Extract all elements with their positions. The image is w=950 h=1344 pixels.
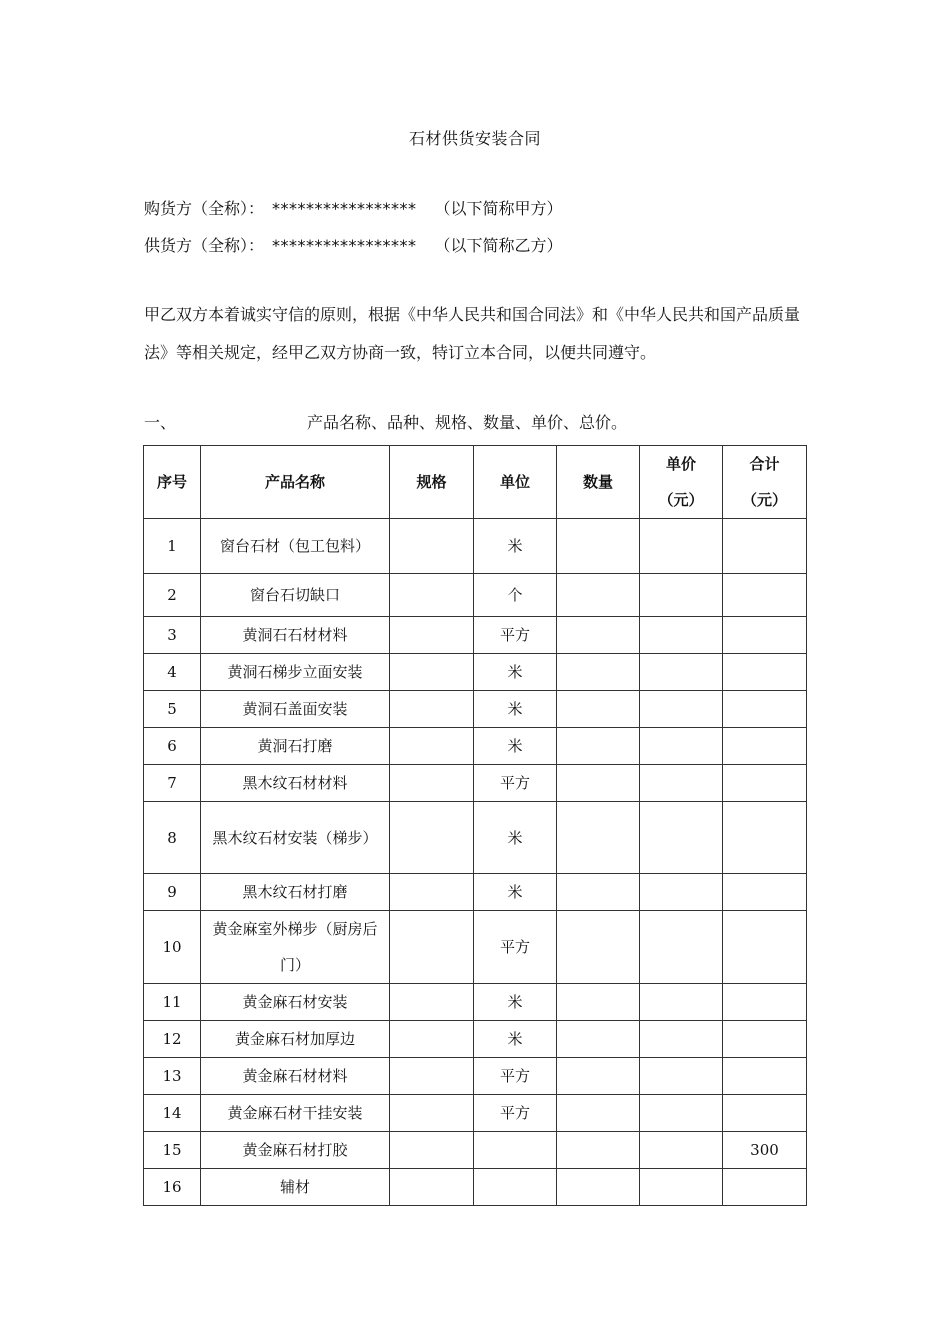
section-heading (144, 410, 628, 433)
cell-qty (557, 1095, 640, 1132)
table-row (144, 691, 807, 728)
cell-price (640, 617, 723, 654)
cell-total (723, 519, 807, 574)
cell-total (723, 874, 807, 911)
cell-total (723, 1058, 807, 1095)
cell-spec (390, 728, 474, 765)
cell-unit (474, 1132, 557, 1169)
cell-qty (557, 1058, 640, 1095)
header-price-label: 单价 (665, 455, 696, 473)
cell-name: 窗台石切缺口 (201, 574, 390, 617)
cell-price (640, 765, 723, 802)
cell-seq: 1 (144, 519, 201, 574)
cell-total (723, 654, 807, 691)
cell-price (640, 691, 723, 728)
cell-qty (557, 1021, 640, 1058)
cell-spec (390, 874, 474, 911)
cell-spec (390, 617, 474, 654)
cell-unit: 平方 (474, 617, 557, 654)
preamble-paragraph: 甲乙双方本着诚实守信的原则，根据《中华人民共和国合同法》和《中华人民共和国产品质量法》等相关规定，经甲乙双方协商一致，特订立本合同，以便共同遵守。 (144, 305, 801, 362)
cell-total (723, 802, 807, 874)
cell-name: 黑木纹石材材料 (201, 765, 390, 802)
cell-total (723, 728, 807, 765)
header-unit: 单位 (474, 446, 557, 519)
header-total (723, 446, 807, 519)
table-row (144, 984, 807, 1021)
seller-label: 供货方（全称）： (144, 236, 265, 255)
cell-unit: 米 (474, 984, 557, 1021)
cell-seq: 8 (144, 802, 201, 874)
cell-unit: 平方 (474, 1058, 557, 1095)
cell-spec (390, 1021, 474, 1058)
table-row (144, 911, 807, 984)
cell-name: 黑木纹石材打磨 (201, 874, 390, 911)
table-row (144, 802, 807, 874)
cell-price (640, 654, 723, 691)
cell-total (723, 574, 807, 617)
cell-name: 黄金麻石材干挂安装 (201, 1095, 390, 1132)
cell-unit: 米 (474, 874, 557, 911)
cell-name: 黑木纹石材安装（梯步） (201, 802, 390, 874)
cell-total (723, 1095, 807, 1132)
cell-name: 辅材 (201, 1169, 390, 1206)
cell-spec (390, 1169, 474, 1206)
header-total-label: 合计 (749, 455, 780, 473)
cell-unit: 米 (474, 519, 557, 574)
cell-unit: 平方 (474, 765, 557, 802)
seller-line (144, 233, 563, 256)
cell-seq: 4 (144, 654, 201, 691)
cell-name: 黄洞石盖面安装 (201, 691, 390, 728)
table-row (144, 519, 807, 574)
cell-spec (390, 691, 474, 728)
cell-name: 窗台石材（包工包料） (201, 519, 390, 574)
cell-unit: 米 (474, 802, 557, 874)
cell-price (640, 984, 723, 1021)
seller-note: （以下简称乙方） (434, 236, 563, 255)
table-row (144, 874, 807, 911)
document-title: 石材供货安装合同 (408, 129, 541, 148)
cell-seq: 13 (144, 1058, 201, 1095)
header-spec: 规格 (390, 446, 474, 519)
cell-total (723, 984, 807, 1021)
cell-price (640, 1132, 723, 1169)
cell-qty (557, 574, 640, 617)
section-number: 一、 (144, 413, 177, 432)
cell-unit (474, 1169, 557, 1206)
cell-name: 黄洞石石材材料 (201, 617, 390, 654)
cell-name: 黄洞石梯步立面安装 (201, 654, 390, 691)
cell-total (723, 691, 807, 728)
cell-seq: 12 (144, 1021, 201, 1058)
cell-seq: 5 (144, 691, 201, 728)
table-row (144, 1058, 807, 1095)
cell-total (723, 911, 807, 984)
cell-qty (557, 617, 640, 654)
table-row (144, 1169, 807, 1206)
cell-qty (557, 654, 640, 691)
cell-spec (390, 574, 474, 617)
cell-total (723, 1169, 807, 1206)
cell-unit: 平方 (474, 1095, 557, 1132)
table-row (144, 1021, 807, 1058)
cell-spec (390, 654, 474, 691)
buyer-line (144, 196, 563, 219)
header-qty: 数量 (557, 446, 640, 519)
seller-name: ***************** (272, 236, 417, 255)
cell-spec (390, 802, 474, 874)
cell-qty (557, 984, 640, 1021)
cell-price (640, 911, 723, 984)
cell-price (640, 1169, 723, 1206)
header-total-unit: （元） (741, 491, 787, 509)
table-row (144, 765, 807, 802)
cell-unit: 个 (474, 574, 557, 617)
table-row (144, 1095, 807, 1132)
table-row (144, 617, 807, 654)
cell-qty (557, 874, 640, 911)
header-seq: 序号 (144, 446, 201, 519)
cell-total: 300 (723, 1132, 807, 1169)
buyer-note: （以下简称甲方） (434, 199, 563, 218)
table-row (144, 1132, 807, 1169)
cell-qty (557, 691, 640, 728)
cell-name: 黄金麻石材加厚边 (201, 1021, 390, 1058)
cell-spec (390, 984, 474, 1021)
cell-price (640, 519, 723, 574)
table-header-row (144, 446, 807, 519)
cell-name: 黄洞石打磨 (201, 728, 390, 765)
header-name: 产品名称 (201, 446, 390, 519)
cell-unit: 米 (474, 728, 557, 765)
cell-qty (557, 765, 640, 802)
cell-seq: 7 (144, 765, 201, 802)
cell-spec (390, 911, 474, 984)
cell-spec (390, 1095, 474, 1132)
cell-price (640, 728, 723, 765)
cell-seq: 9 (144, 874, 201, 911)
cell-seq: 6 (144, 728, 201, 765)
cell-name: 黄金麻石材安装 (201, 984, 390, 1021)
cell-seq: 14 (144, 1095, 201, 1132)
cell-name: 黄金麻石材打胶 (201, 1132, 390, 1169)
cell-spec (390, 765, 474, 802)
cell-seq: 16 (144, 1169, 201, 1206)
cell-price (640, 574, 723, 617)
cell-price (640, 1058, 723, 1095)
cell-seq: 2 (144, 574, 201, 617)
cell-seq: 10 (144, 911, 201, 984)
cell-qty (557, 802, 640, 874)
cell-spec (390, 519, 474, 574)
product-table (143, 445, 807, 1206)
cell-spec (390, 1058, 474, 1095)
table-row (144, 574, 807, 617)
cell-unit: 米 (474, 654, 557, 691)
header-price (640, 446, 723, 519)
cell-name: 黄金麻石材材料 (201, 1058, 390, 1095)
cell-qty (557, 519, 640, 574)
cell-seq: 15 (144, 1132, 201, 1169)
cell-name: 黄金麻室外梯步（厨房后门） (201, 911, 390, 984)
cell-price (640, 874, 723, 911)
cell-total (723, 617, 807, 654)
cell-qty (557, 911, 640, 984)
cell-price (640, 1095, 723, 1132)
cell-unit: 米 (474, 1021, 557, 1058)
header-price-unit: （元） (658, 491, 704, 509)
cell-unit: 平方 (474, 911, 557, 984)
table-row (144, 728, 807, 765)
cell-qty (557, 1169, 640, 1206)
cell-qty (557, 1132, 640, 1169)
buyer-label: 购货方（全称）： (144, 199, 265, 218)
cell-unit: 米 (474, 691, 557, 728)
cell-price (640, 1021, 723, 1058)
cell-seq: 3 (144, 617, 201, 654)
cell-qty (557, 728, 640, 765)
cell-seq: 11 (144, 984, 201, 1021)
cell-total (723, 1021, 807, 1058)
cell-total (723, 765, 807, 802)
section-title: 产品名称、品种、规格、数量、单价、总价。 (307, 413, 628, 432)
cell-price (640, 802, 723, 874)
cell-spec (390, 1132, 474, 1169)
table-row (144, 654, 807, 691)
buyer-name: ***************** (272, 199, 417, 218)
